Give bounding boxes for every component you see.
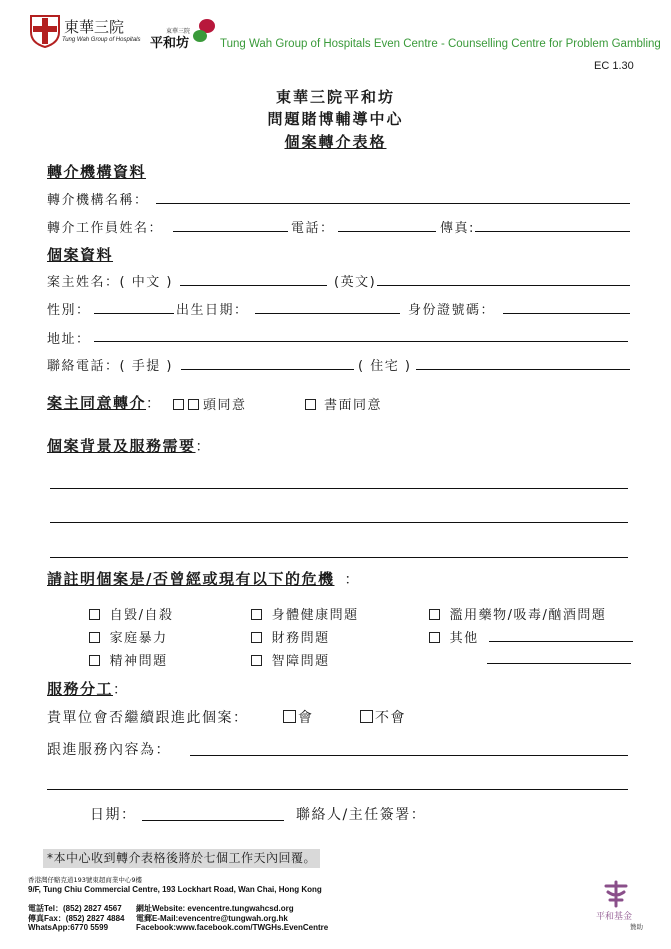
worker-name-field[interactable] [173, 231, 288, 232]
referral-agency-heading: 轉介機構資料 [47, 163, 147, 181]
fund-logo-icon [602, 880, 630, 908]
service-colon: ： [113, 682, 129, 698]
risk-label: 自毀/自殺 [109, 608, 174, 623]
fund-logo-text: 平和基金 [596, 912, 633, 922]
footer-email[interactable]: 電郵E-Mail:evencentre@tungwah.org.hk [136, 914, 288, 923]
client-name-label: 案主姓名：( 中文 ) [47, 275, 173, 290]
footer-whatsapp: WhatsApp:6770 5599 [28, 923, 109, 932]
risks-heading: 請註明個案是/否曾經或現有以下的危機 [47, 570, 335, 588]
risk-label: 濫用藥物/吸毒/酗酒問題 [449, 608, 607, 623]
continue-no-checkbox[interactable] [360, 710, 373, 723]
risk-item[interactable] [251, 604, 359, 623]
title-line-2: 問題賭博輔導中心 [267, 110, 404, 128]
risk-item[interactable] [89, 650, 168, 669]
risk-item[interactable] [251, 650, 330, 669]
continue-no-label: 不會 [375, 710, 406, 726]
twgh-logo [28, 14, 62, 48]
continue-yes-checkbox[interactable] [283, 710, 296, 723]
followup-content-label: 跟進服務內容為： [47, 742, 171, 758]
risk-item[interactable] [89, 627, 168, 646]
even-logo-text: 平和坊 [150, 36, 190, 51]
risk-checkbox[interactable] [89, 632, 100, 643]
address-label: 地址： [47, 332, 91, 347]
even-leaf-icon [191, 17, 217, 45]
service-heading: 服務分工 [47, 680, 114, 698]
risk-checkbox[interactable] [89, 655, 100, 666]
consent-verbal-label: 頭同意 [203, 398, 247, 413]
risk-checkbox[interactable] [251, 632, 262, 643]
risk-item[interactable] [429, 627, 479, 646]
risk-checkbox[interactable] [89, 609, 100, 620]
risk-other-field-2[interactable] [487, 663, 631, 664]
client-name-zh-field[interactable] [180, 285, 327, 286]
contact-sign-label: 聯絡人/主任簽署： [296, 807, 427, 823]
risk-checkbox[interactable] [251, 609, 262, 620]
continue-yes-option[interactable] [283, 707, 314, 727]
footer-address-zh: 香港灣仔駱克道193號東超商業中心9樓 [28, 876, 143, 884]
consent-written-label: 書面同意 [324, 398, 383, 413]
twgh-logo-chinese: 東華三院 [64, 18, 125, 36]
footer-website[interactable]: 網址Website: evencentre.tungwahcsd.org [136, 904, 294, 913]
background-line-3[interactable] [50, 557, 628, 558]
twgh-logo-english: Tung Wah Group of Hospitals [62, 37, 141, 43]
background-colon: ： [195, 439, 212, 455]
dob-field[interactable] [255, 313, 400, 314]
risk-label: 智障問題 [271, 654, 330, 669]
title-line-3: 個案轉介表格 [284, 133, 387, 151]
twgh-crest-icon [28, 14, 62, 48]
risks-colon: ： [344, 572, 360, 588]
footer-address-en: 9/F, Tung Chiu Commercial Centre, 193 Lockhart Road, Wan Chai, Hong Kong [28, 885, 322, 894]
org-name: Tung Wah Group of Hospitals Even Centre - Counselling Centre for Problem Gambling [220, 38, 661, 50]
consent-verbal-option[interactable] [173, 394, 247, 413]
background-line-2[interactable] [50, 522, 628, 523]
mobile-label: 聯絡電話：( 手提 ) [47, 359, 173, 374]
client-name-en-label: (英文) [334, 275, 377, 290]
mobile-field[interactable] [181, 369, 354, 370]
gender-field[interactable] [94, 313, 174, 314]
risk-item[interactable] [89, 604, 174, 623]
id-field[interactable] [503, 313, 630, 314]
followup-content-line-2[interactable] [47, 789, 628, 790]
doc-code: EC 1.30 [594, 60, 634, 72]
risk-label: 財務問題 [271, 631, 330, 646]
consent-heading: 案主同意轉介 [47, 394, 147, 412]
risk-item[interactable] [429, 604, 606, 623]
footer-fax: 傳真Fax：(852) 2827 4884 [28, 914, 125, 923]
footer-tel: 電話Tel：(852) 2827 4567 [28, 904, 122, 913]
gender-label: 性別： [47, 303, 91, 318]
agency-name-field[interactable] [156, 203, 630, 204]
footer-facebook[interactable]: Facebook:www.facebook.com/TWGHs.EvenCentre [136, 923, 329, 932]
risk-label: 精神問題 [109, 654, 168, 669]
risk-item[interactable] [251, 627, 330, 646]
risk-checkbox[interactable] [429, 632, 440, 643]
home-phone-label: ( 住宅 ) [358, 359, 412, 374]
fax-field[interactable] [475, 231, 630, 232]
agency-name-label: 轉介機構名稱： [47, 193, 149, 208]
address-field[interactable] [94, 341, 628, 342]
risk-checkbox[interactable] [251, 655, 262, 666]
client-name-en-field[interactable] [377, 285, 630, 286]
fax-label: 傳真: [440, 221, 475, 236]
phone-label: 電話： [291, 221, 335, 236]
background-heading: 個案背景及服務需要 [47, 437, 196, 455]
continue-yes-label: 會 [298, 710, 314, 726]
phone-field[interactable] [338, 231, 436, 232]
reply-note: *本中心收到轉介表格後將於七個工作天內回覆。 [43, 849, 320, 868]
risk-other-field[interactable] [489, 641, 633, 642]
consent-written-option[interactable] [305, 394, 382, 413]
background-line-1[interactable] [50, 488, 628, 489]
consent-colon: ： [146, 396, 162, 412]
consent-verbal-checkbox[interactable] [188, 399, 199, 410]
followup-content-field[interactable] [190, 755, 628, 756]
consent-written-checkbox[interactable] [305, 399, 316, 410]
date-label: 日期： [90, 807, 137, 823]
fund-sponsor-text: 贊助 [630, 923, 643, 931]
dob-label: 出生日期： [176, 303, 249, 318]
home-phone-field[interactable] [416, 369, 630, 370]
continue-followup-label: 貴單位會否繼續跟進此個案： [47, 710, 249, 726]
worker-name-label: 轉介工作員姓名： [47, 221, 164, 236]
continue-no-option[interactable] [360, 707, 406, 727]
risk-checkbox[interactable] [429, 609, 440, 620]
title-line-1: 東華三院平和坊 [275, 88, 395, 106]
consent-checkbox-1[interactable] [173, 399, 184, 410]
even-logo-small-text: 東華三院 [166, 28, 191, 35]
risk-label: 其他 [449, 631, 479, 646]
id-label: 身份證號碼： [408, 303, 496, 318]
date-field[interactable] [142, 820, 284, 821]
risk-label: 身體健康問題 [271, 608, 359, 623]
risk-label: 家庭暴力 [109, 631, 168, 646]
case-info-heading: 個案資料 [47, 246, 114, 264]
